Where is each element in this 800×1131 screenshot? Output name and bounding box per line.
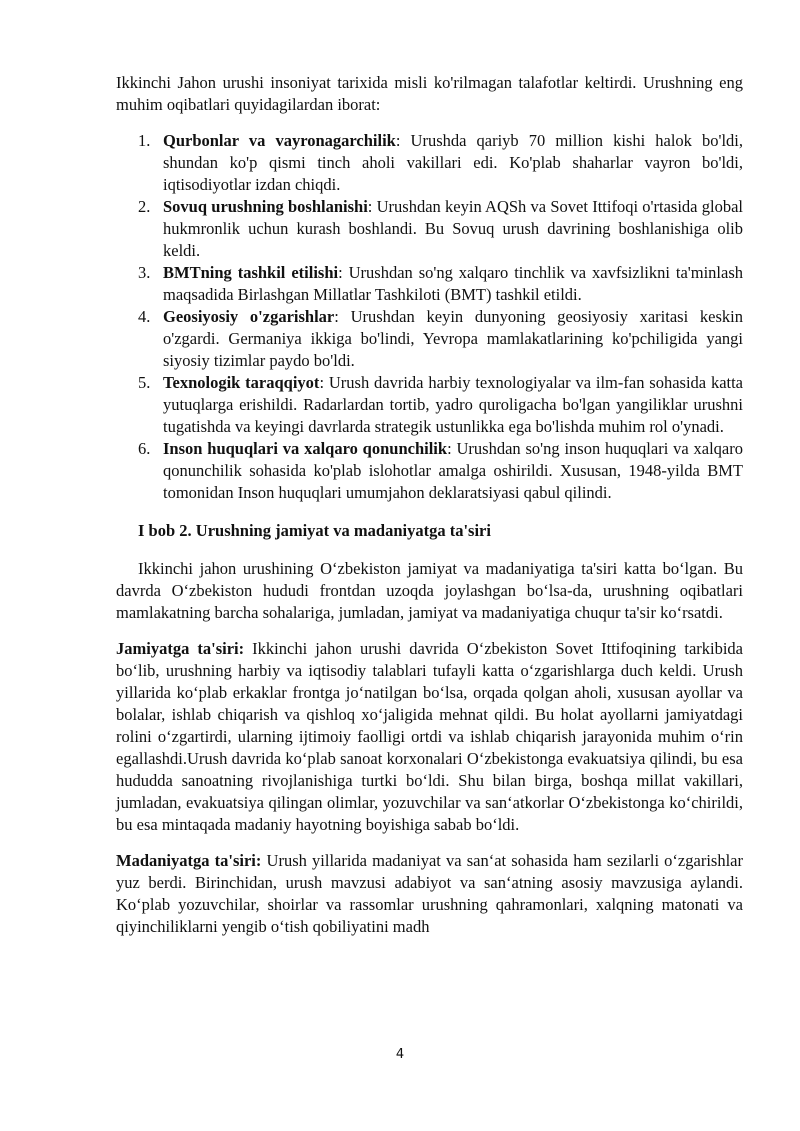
list-item [138,196,743,262]
list-item-text: : Urushdan keyin AQSh va Sovet Ittifoqi o'rtasida global hukmronlik uchun kurash boshlandi. Bu Sovuq urush davrining boshlanishiga olib keldi. [163,197,743,260]
list-item [138,130,743,196]
list-item-title: Inson huquqlari va xalqaro qonunchilik [163,439,448,458]
list-item-text: : Urushdan keyin dunyoning geosiyosiy xaritasi keskin o'zgardi. Germaniya ikkiga bo'lindi, Yevropa mamlakatlarining ko'pchiligida yangi siyosiy tizimlar paydo bo'ldi. [163,307,743,370]
list-item [138,262,744,306]
list-item-title: Geosiyosiy o'zgarishlar [163,307,335,326]
list-number: 3. [138,263,151,282]
list-number: 6. [138,439,151,458]
page-content [116,72,743,938]
list-number: 4. [138,307,151,326]
list-item-title: Qurbonlar va vayronagarchilik [163,131,396,150]
consequences-list [116,130,743,504]
list-item-text: : Urushdan so'ng inson huquqlari va xalqaro qonunchilik sohasida ko'plab islohotlar amalga oshirildi. Xususan, 1948-yilda BMT tomonidan Inson huquqlari umumjahon deklaratsiyasi qabul qilindi. [163,439,743,502]
list-item-text: : Urushdan so'ng xalqaro tinchlik va xavfsizlikni ta'minlash maqsadida Birlashgan Millatlar Tashkiloti (BMT) tashkil etildi. [163,263,744,304]
list-item-text: : Urush davrida harbiy texnologiyalar va ilm-fan sohasida katta yutuqlarga erishildi. Radarlardan tortib, yadro quroligacha bo'lgan yangiliklar urushni tugatishda va keyingi davrlarda strategik ustunlikka ega bo'lishda muhim rol o'ynadi. [163,373,744,436]
society-text: Ikkinchi jahon urushi davrida O‘zbekiston Sovet Ittifoqining tarkibida bo‘lib, urushning harbiy va iqtisodiy talablari tufayli katta o‘zgarishlarga duch keldi. Urush yillarida ko‘plab erkaklar frontga jo‘natilgan bo‘lsa, orqada qolgan aholi, xususan ayollar va bolalar, ishlab chiqarish va qishloq xo‘jaligida mehnat qildi. Bu holat ayollarni jamiyatdagi rolini o‘zgartirdi, ularning ijtimoiy faolligi ortdi va ishlab chiqarish jarayonida muhim o‘rin egallashdi.Urush davrida ko‘plab sanoat korxonalari O‘zbekistonga evakuatsiya qilindi, bu esa hududda sanoatning rivojlanishiga turtki bo‘ldi. Shu bilan birga, boshqa millat vakillari, jumladan, evakuatsiya qilingan olimlar, yozuvchilar va san‘atkorlar O‘zbekistonga ko‘chirildi, bu esa mintaqada madaniy hayotning boyishiga sabab bo‘ldi. [116,639,744,834]
society-label: Jamiyatga ta'siri: [116,639,245,658]
list-item-title: Sovuq urushning boshlanishi [163,197,368,216]
list-item-text: : Urushda qariyb 70 million kishi halok bo'ldi, shundan ko'p qismi tinch aholi vakillari edi. Ko'plab shaharlar vayron bo'ldi, iqtisodiyotlar izdan chiqdi. [163,131,743,194]
list-item-title: Texnologik taraqqiyot [163,373,320,392]
list-number: 5. [138,373,151,392]
society-paragraph [116,638,743,836]
list-item-title: BMTning tashkil etilishi [163,263,339,282]
list-item [138,372,744,438]
intro-paragraph: Ikkinchi Jahon urushi insoniyat tarixida misli ko'rilmagan talafotlar keltirdi. Urushning eng muhim oqibatlari quyidagilardan iborat: [116,73,743,114]
list-number: 1. [138,131,151,150]
culture-paragraph [116,850,743,938]
list-item [138,306,743,372]
list-item [138,438,743,504]
section-intro-paragraph: Ikkinchi jahon urushining O‘zbekiston jamiyat va madaniyatiga ta'siri katta bo‘lgan. Bu davrda O‘zbekiston hududi frontdan uzoqda joylashgan bo‘lsa-da, urushning oqibatlari mamlakatning barcha sohalariga, jumladan, jamiyat va madaniyatiga chuqur ta'sir ko‘rsatdi. [116,559,743,622]
list-number: 2. [138,197,151,216]
culture-text: Urush yillarida madaniyat va san‘at sohasida ham sezilarli o‘zgarishlar yuz berdi. Birinchidan, urush mavzusi adabiyot va san‘atning asosiy mavzusiga aylandi. Ko‘plab yozuvchilar, shoirlar va rassomlar urushning qahramonlari, xalqning matonati va qiyinchiliklarni yengib o‘tish qobiliyatini madh [116,851,743,936]
section-heading: I bob 2. Urushning jamiyat va madaniyatga ta'siri [138,521,491,540]
page-number: 4 [395,1047,405,1062]
culture-label: Madaniyatga ta'siri: [116,851,262,870]
